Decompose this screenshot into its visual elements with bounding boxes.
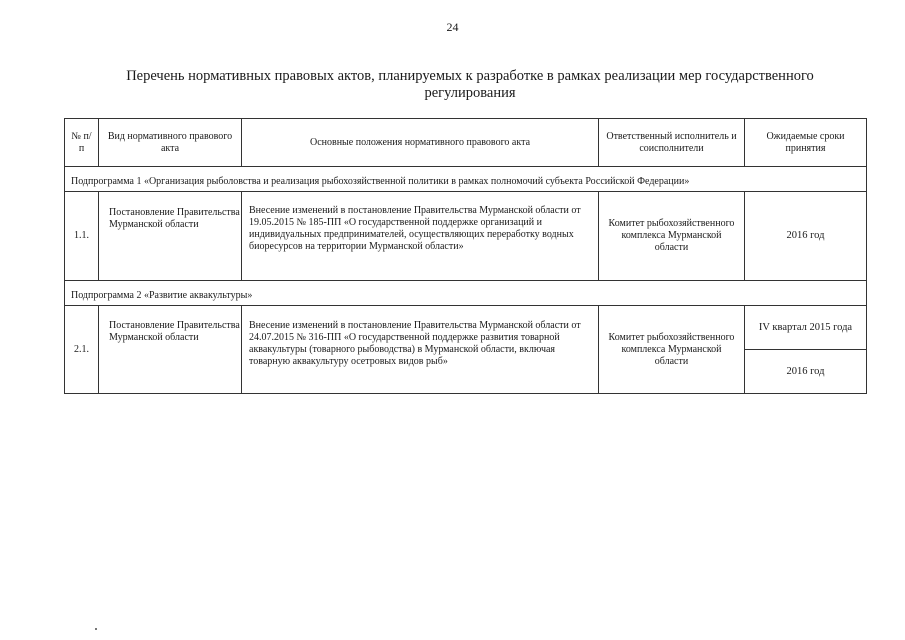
document-title: Перечень нормативных правовых актов, планируемых к разработке в рамках реализации мер государственного регулирования [126, 68, 814, 101]
table-row [65, 306, 866, 393]
row-deadlines [745, 306, 866, 393]
row-deadline: 2016 год [786, 230, 825, 241]
row-num: 2.1. [65, 306, 99, 393]
scan-speck [95, 628, 97, 630]
row-main-provisions: Внесение изменений в постановление Правительства Мурманской области от 24.07.2015 № 316-ПП «О государственной поддержке развития товарной аквакультуры (товарного рыбоводства) в Мурманской области, включая товарную аквакультуру осетровых видов рыб» [242, 306, 599, 393]
row-kind: Постановление Правительства Мурманской области [99, 306, 242, 393]
header-deadline: Ожидаемые сроки принятия [766, 130, 845, 154]
page-number: 24 [446, 20, 459, 34]
subprogram-1-heading: Подпрограмма 1 «Организация рыболовства и реализация рыбохозяйственной политики в рамках полномочий субъекта Российской Федерации» [65, 167, 866, 192]
table-header-row [65, 119, 866, 167]
row-responsible: Комитет рыбохозяйственного комплекса Мурманской области [599, 192, 745, 280]
acts-table [64, 118, 867, 394]
row-main-provisions: Внесение изменений в постановление Правительства Мурманской области от 19.05.2015 № 185-ПП «О государственной поддержке организаций и индивидуальных предпринимателей, осуществляющих переработку водных биоресурсов на территории Мурманской области» [242, 192, 599, 280]
table-row [65, 192, 866, 281]
row-num: 1.1. [65, 192, 99, 280]
header-main-provisions: Основные положения нормативного правового акта [242, 119, 599, 166]
subprogram-2-heading: Подпрограмма 2 «Развитие аквакультуры» [65, 281, 866, 306]
row-responsible: Комитет рыбохозяйственного комплекса Мурманской области [599, 306, 745, 393]
row-deadline: 2016 год [745, 349, 866, 393]
row-kind: Постановление Правительства Мурманской области [99, 192, 242, 280]
header-num: № п/п [65, 119, 99, 166]
header-kind: Вид нормативного правового акта [99, 119, 242, 166]
row-deadline: IV квартал 2015 года [758, 321, 853, 333]
header-responsible: Ответственный исполнитель и соисполнители [599, 119, 745, 166]
